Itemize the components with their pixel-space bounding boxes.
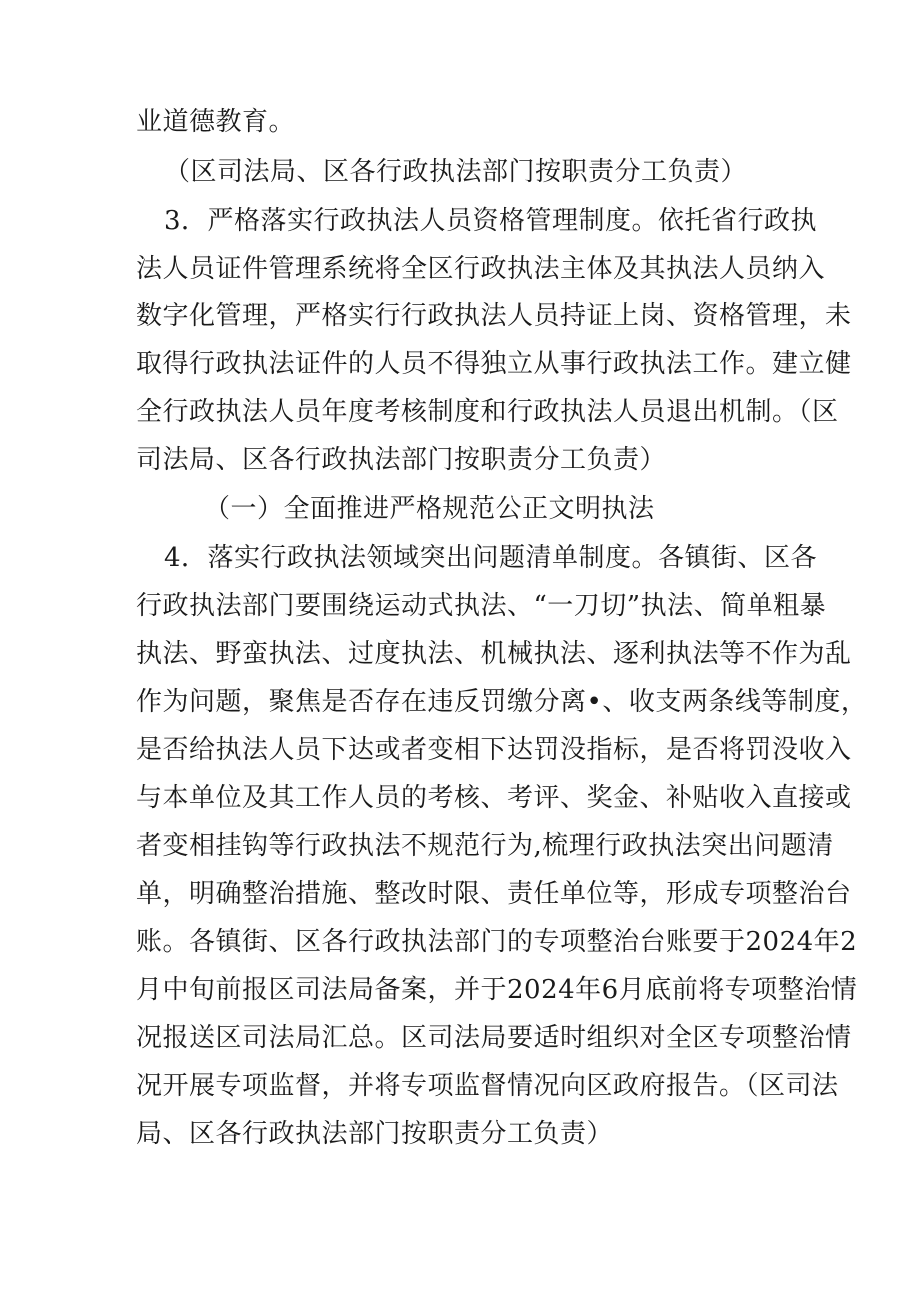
paragraph-line: 单，明确整治措施、整改时限、责任单位等，形成专项整治台	[136, 879, 852, 909]
paragraph-line: 司法局、区各行政执法部门按职责分工负责）	[136, 445, 667, 475]
paragraph-line: 业道德教育。	[136, 107, 296, 137]
paragraph-line: 况开展专项监督，并将专项监督情况向区政府报告。（区司法	[136, 1071, 839, 1101]
item-4-heading-line: 4．落实行政执法领域突出问题清单制度。各镇街、区各	[164, 543, 818, 573]
responsibility-note: （区司法局、区各行政执法部门按职责分工负责）	[164, 157, 748, 187]
paragraph-line: 行政执法部门要围绕运动式执法、“一刀切”执法、简单粗暴	[136, 591, 827, 621]
paragraph-line: 全行政执法人员年度考核制度和行政执法人员退出机制。（区	[136, 397, 839, 427]
paragraph-line: 是否给执法人员下达或者变相下达罚没指标，是否将罚没收入	[136, 735, 852, 765]
item-3-heading-line: 3．严格落实行政执法人员资格管理制度。依托省行政执	[164, 206, 818, 236]
paragraph-line: 作为问题，聚焦是否存在违反罚缴分离•、收支两条线等制度，	[136, 687, 868, 717]
paragraph-line: 况报送区司法局汇总。区司法局要适时组织对全区专项整治情	[136, 1023, 852, 1053]
paragraph-line: 数字化管理，严格实行行政执法人员持证上岗、资格管理，未	[136, 301, 852, 331]
paragraph-line: 法人员证件管理系统将全区行政执法主体及其执法人员纳入	[136, 254, 826, 284]
paragraph-line: 局、区各行政执法部门按职责分工负责）	[136, 1119, 614, 1149]
paragraph-line: 月中旬前报区司法局备案，并于2024年6月底前将专项整治情	[136, 975, 858, 1005]
paragraph-line: 执法、野蛮执法、过度执法、机械执法、逐利执法等不作为乱	[136, 639, 852, 669]
section-heading: （一）全面推进严格规范公正文明执法	[204, 494, 655, 524]
paragraph-line: 与本单位及其工作人员的考核、考评、奖金、补贴收入直接或	[136, 783, 852, 813]
paragraph-line: 取得行政执法证件的人员不得独立从事行政执法工作。建立健	[136, 349, 852, 379]
paragraph-line: 者变相挂钩等行政执法不规范行为,梳理行政执法突出问题清	[136, 831, 834, 861]
paragraph-line: 账。各镇街、区各行政执法部门的专项整治台账要于2024年2	[136, 927, 858, 957]
